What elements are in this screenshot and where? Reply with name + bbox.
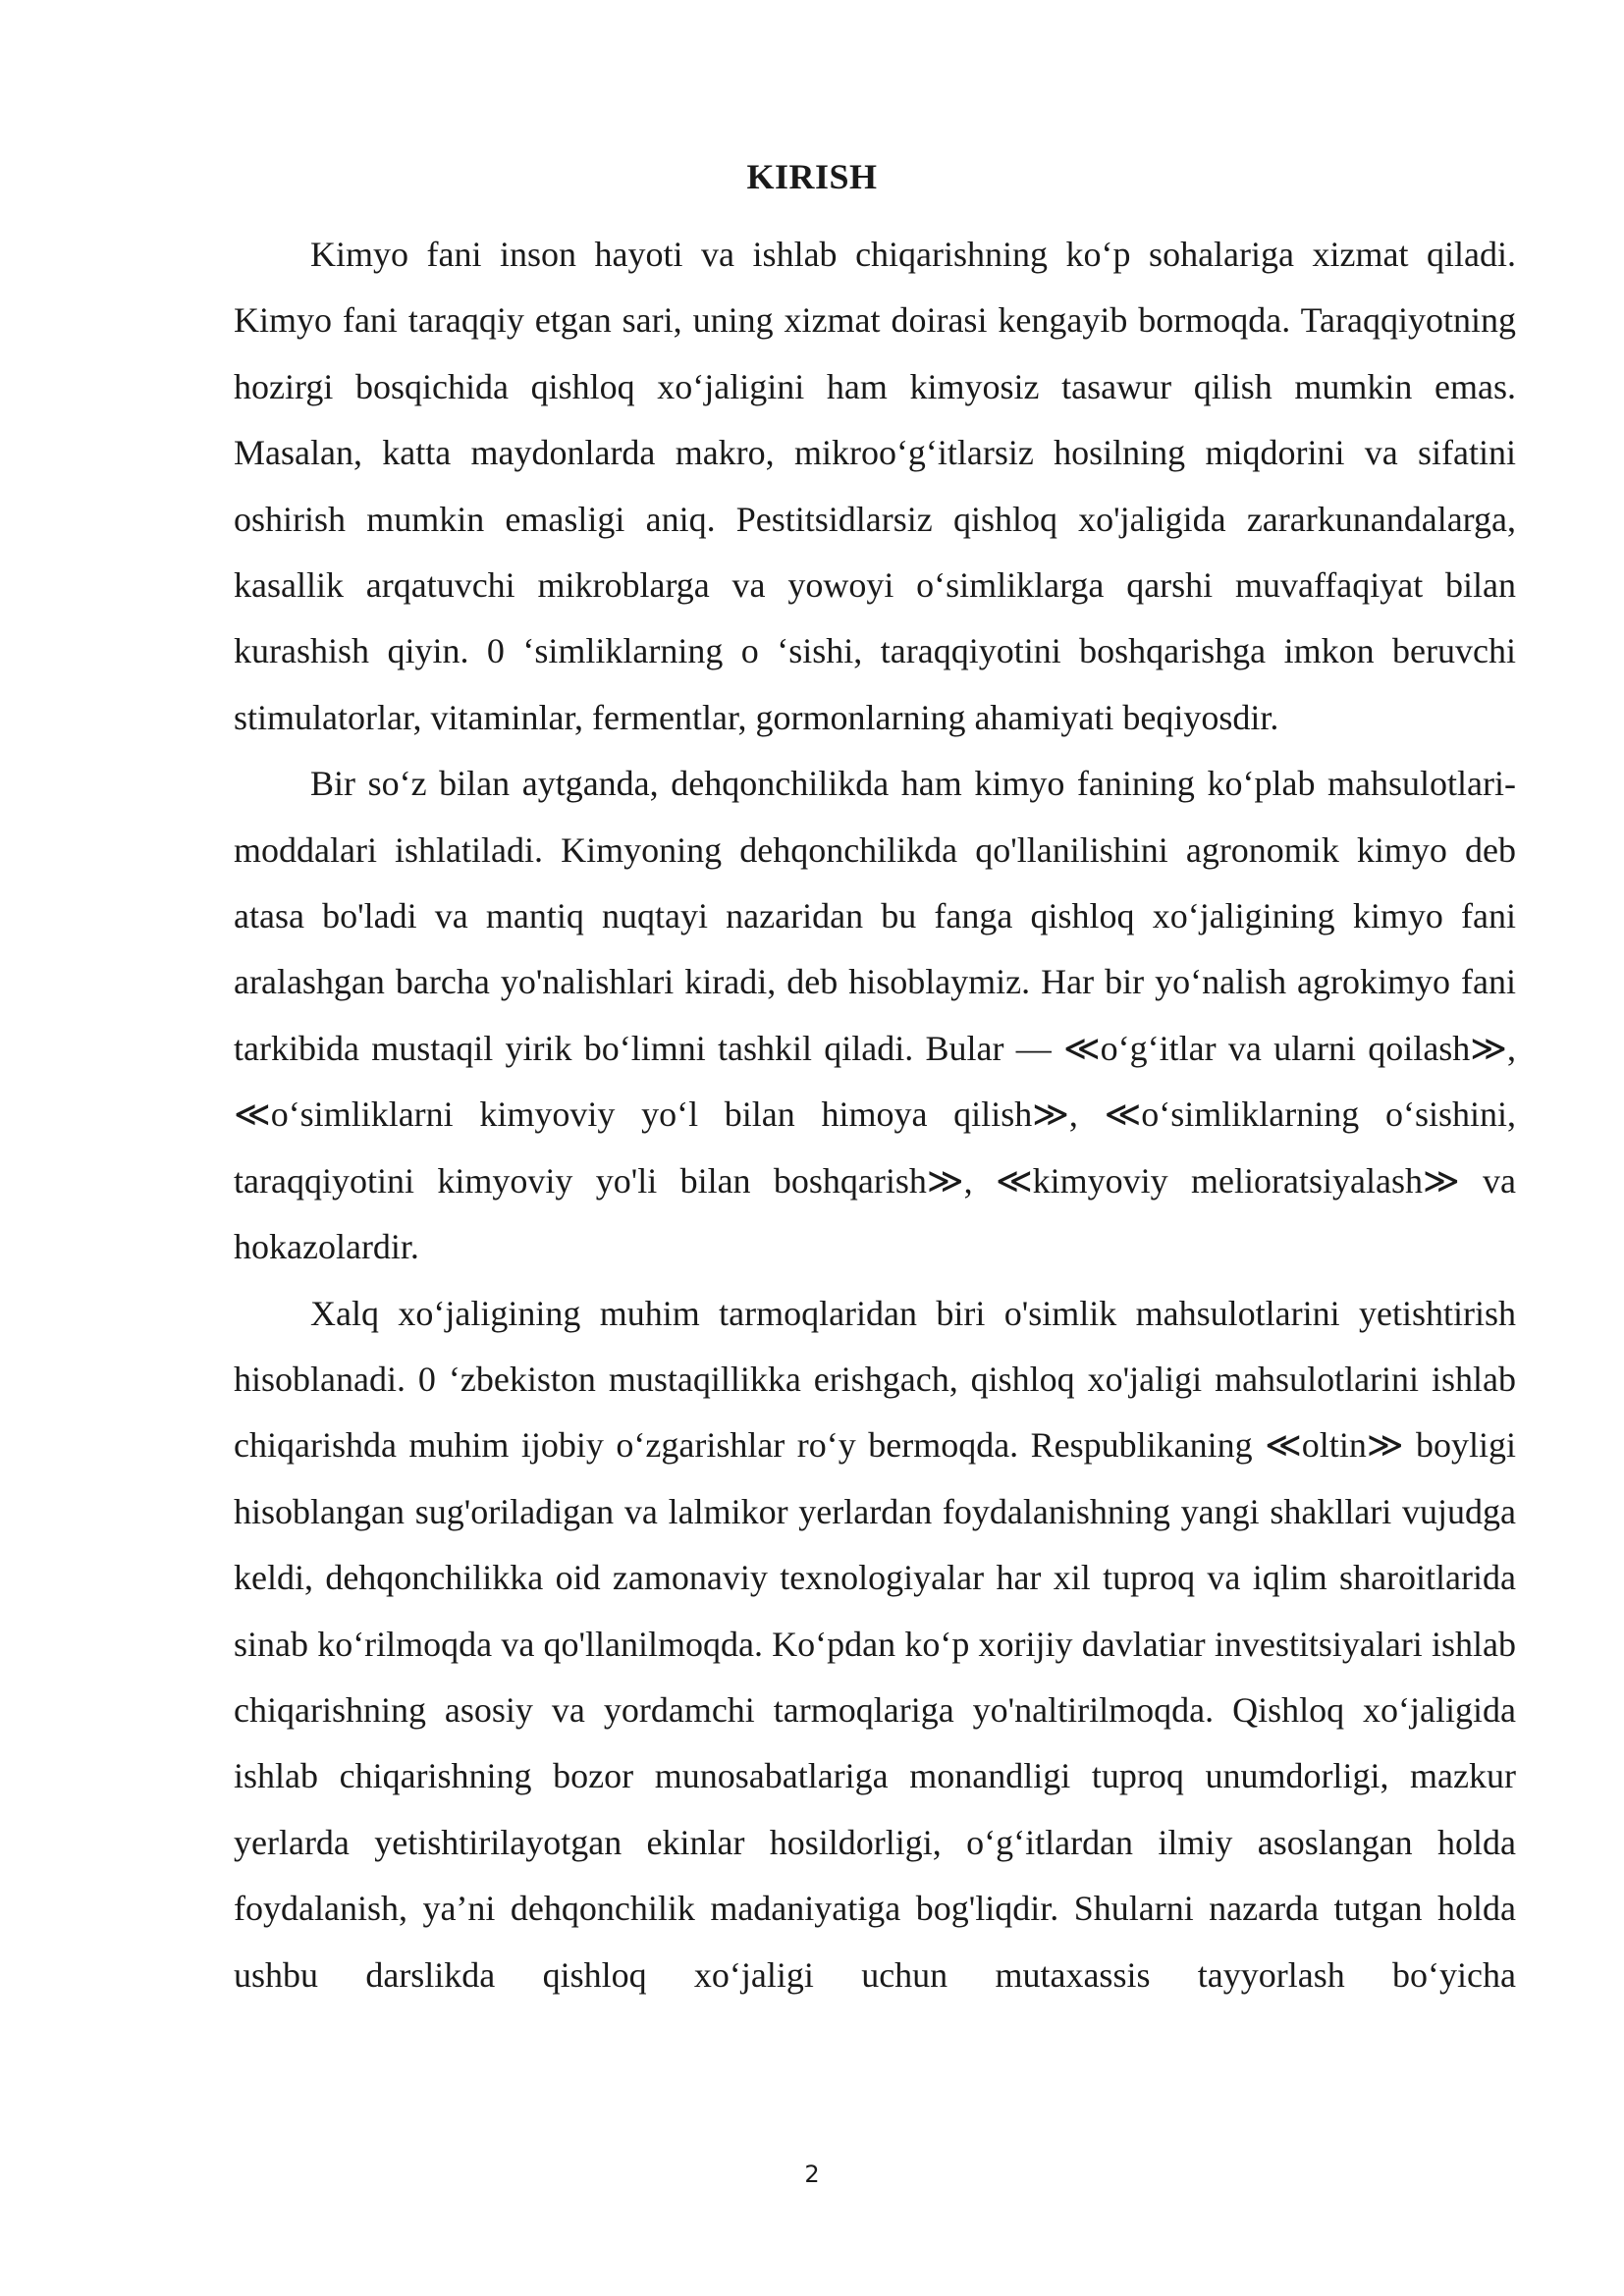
paragraph-agriculture: Xalq xo‘jaligining muhim tarmoqlaridan biri o'simlik mahsulotlarini yetishtirish hisoblanadi. 0 ‘zbekiston mustaqillikka erishgach, qishloq xo'jaligi mahsulotlarini ishlab chiqarishda muhim ijobiy o‘zgarishlar ro‘y bermoqda. Respublikaning ≪oltin≫ boyligi hisoblangan sug'oriladigan va lalmikor yerlardan foydalanishning yangi shakllari vujudga keldi, dehqonchilikka oid zamonaviy texnologiyalar har xil tuproq va iqlim sharoitlarida sinab ko‘rilmoqda va qo'llanilmoqda. Ko‘pdan ko‘p xorijiy davlatiar investitsiyalari ishlab chiqarishning asosiy va yordamchi tarmoqlariga yo'naltirilmoqda. Qishloq xo‘jaligida ishlab chiqarishning bozor munosabatlariga monandligi tuproq unumdorligi, mazkur yerlarda yetishtirilayotgan ekinlar hosildorligi, o‘g‘itlardan ilmiy asoslangan holda foydalanish, ya’ni dehqonchilik madaniyatiga bog'liqdir. Shularni nazarda tutgan holda ushbu darslikda qishloq xo‘jaligi uchun mutaxassis tayyorlash bo‘yicha	[234, 1293, 1516, 1995]
section-heading: KIRISH	[746, 157, 878, 196]
page-number: 2	[804, 2161, 820, 2188]
paragraph-agrochemistry: Bir so‘z bilan aytganda, dehqonchilikda ham kimyo fanining ko‘plab mahsulotlari-moddalari ishlatiladi. Kimyoning dehqonchilikda qo'llanilishini agronomik kimyo deb atasa bo'ladi va mantiq nuqtayi nazaridan bu fanga qishloq xo‘jaligining kimyo fani aralashgan barcha yo'nalishlari kiradi, deb hisoblaymiz. Har bir yo‘nalish agrokimyo fani tarkibida mustaqil yirik bo‘limni tashkil qiladi. Bular — ≪o‘g‘itlar va ularni qoilash≫, ≪o‘simliklarni kimyoviy yo‘l bilan himoya qilish≫, ≪o‘simliklarning o‘sishini, taraqqiyotini kimyoviy yo'li bilan boshqarish≫, ≪kimyoviy melioratsiyalash≫ va hokazolardir.	[234, 764, 1516, 1267]
body-text	[234, 222, 1516, 2008]
paragraph-intro: Kimyo fani inson hayoti va ishlab chiqarishning ko‘p sohalariga xizmat qiladi. Kimyo fani taraqqiy etgan sari, uning xizmat doirasi kengayib bormoqda. Taraqqiyotning hozirgi bosqichida qishloq xo‘jaligini ham kimyosiz tasawur qilish mumkin emas. Masalan, katta maydonlarda makro, mikroo‘g‘itlarsiz hosilning miqdorini va sifatini oshirish mumkin emasligi aniq. Pestitsidlarsiz qishloq xo'jaligida zararkunandalarga, kasallik arqatuvchi mikroblarga va yowoyi o‘simliklarga qarshi muvaffaqiyat bilan kurashish qiyin. 0 ‘simliklarning o ‘sishi, taraqqiyotini boshqarishga imkon beruvchi stimulatorlar, vitaminlar, fermentlar, gormonlarning ahamiyati beqiyosdir.	[234, 235, 1516, 737]
